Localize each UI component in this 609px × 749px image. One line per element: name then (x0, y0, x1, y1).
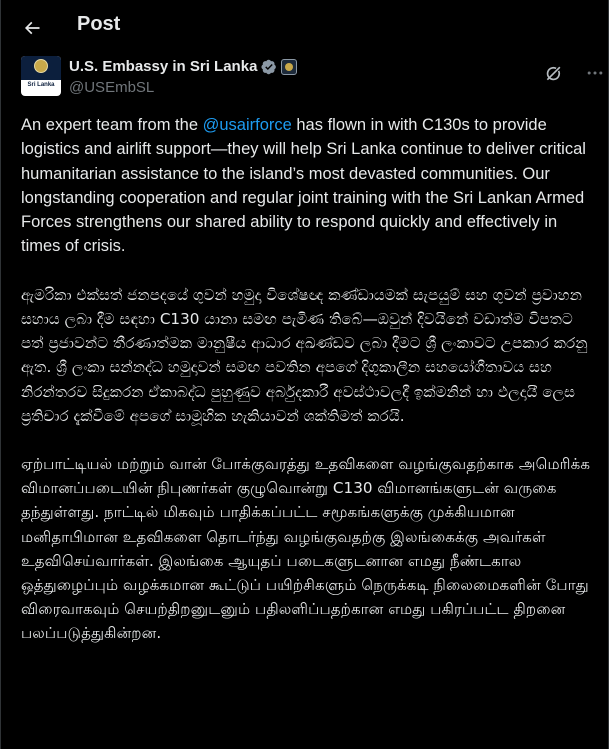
avatar-label: Sri Lanka (27, 82, 55, 88)
author-display-name[interactable]: U.S. Embassy in Sri Lanka (69, 58, 258, 75)
post-text (21, 113, 593, 646)
seal-dot (285, 63, 293, 71)
arrow-left-icon (22, 18, 42, 38)
author-handle[interactable]: @USEmbSL (69, 79, 155, 96)
more-dots-icon (585, 63, 605, 83)
post-paragraph-english (21, 113, 593, 259)
author-name-row (69, 58, 297, 75)
mention-link[interactable]: @usairforce (202, 116, 292, 134)
more-button[interactable] (578, 56, 609, 90)
back-button[interactable] (15, 11, 49, 45)
page-title: Post (77, 13, 121, 35)
avatar[interactable] (21, 56, 61, 96)
top-bar (1, 0, 609, 53)
embassy-seal-icon (34, 59, 48, 73)
post-paragraph-sinhala: ඇමරිකා එක්සත් ජනපදයේ ගුවන් හමුදා විශේෂඥ කණ්ඩායමක් සැපයුම් සහ ගුවන් ප්‍රවාහන සහාය ලබා දීම සඳහා C130 යානා සමඟ පැමිණ තිබේ—ඔවුන් දිවයිනේ වඩාත්ම විපතට පත් ප්‍රජාවන්ට තීරණාත්මක මානුෂීය ආධාර අඛණ්ඩව ලබා දීමට ශ්‍රී ලංකාවට උපකාර කරනු ඇත. ශ්‍රී ලංකා සන්නද්ධ හමුදාවන් සමඟ පවතින අපගේ දිගුකාලීන සහයෝගීතාවය සහ නිරන්තරව සිදුකරන ඒකාබද්ධ පුහුණුව අර්බුදකාරී අවස්ථාවලදී ඉක්මනින් හා ඵලදායී ලෙස ප්‍රතිචාර දැක්වීමේ අපගේ සාමූහික හැකියාවන් ශක්තිමත් කරයි. (21, 285, 588, 425)
post-paragraph-tamil: ஏற்பாட்டியல் மற்றும் வான் போக்குவரத்து உதவிகளை வழங்குவதற்காக அமெரிக்க விமானப்படையின் நிபுணர்கள் குழுவொன்று C130 விமானங்களுடன் வருகை தந்துள்ளது. நாட்டில் மிகவும் பாதிக்கப்பட்ட சமூகங்களுக்கு முக்கியமான மனிதாபிமான உதவிகளை தொடர்ந்து வழங்குவதற்கு இலங்கைக்கு அவர்கள் உதவிசெய்வார்கள். இலங்கை ஆயுதப் படைகளுடனான எமது நீண்டகால ஒத்துழைப்பும் வழக்கமான கூட்டுப் பயிற்சிகளும் நெருக்கடி நிலைமைகளின் போது விரைவாகவும் செயற்திறனுடனும் பதிலளிப்பதற்கான எமது பகிரப்பட்ட திறனை பலப்படுத்துகின்றன. (21, 455, 591, 643)
verified-badge-icon (261, 59, 277, 75)
grok-icon (544, 63, 564, 83)
post-text-segment: An expert team from the (21, 116, 203, 134)
post-author (21, 56, 591, 100)
post-text-segment: has flown in with C130s to provide logistics and airlift support—they will help Sri Lanka continue to deliver critical humanitarian assistance to the island’s most devasted communities. Our longstanding cooperation and regular joint training with the Sri Lankan Armed Forces strengthens our shared ability to respond quickly and effectively in times of crisis. (21, 116, 586, 256)
grok-button[interactable] (537, 56, 571, 90)
government-affiliation-icon (281, 59, 297, 75)
